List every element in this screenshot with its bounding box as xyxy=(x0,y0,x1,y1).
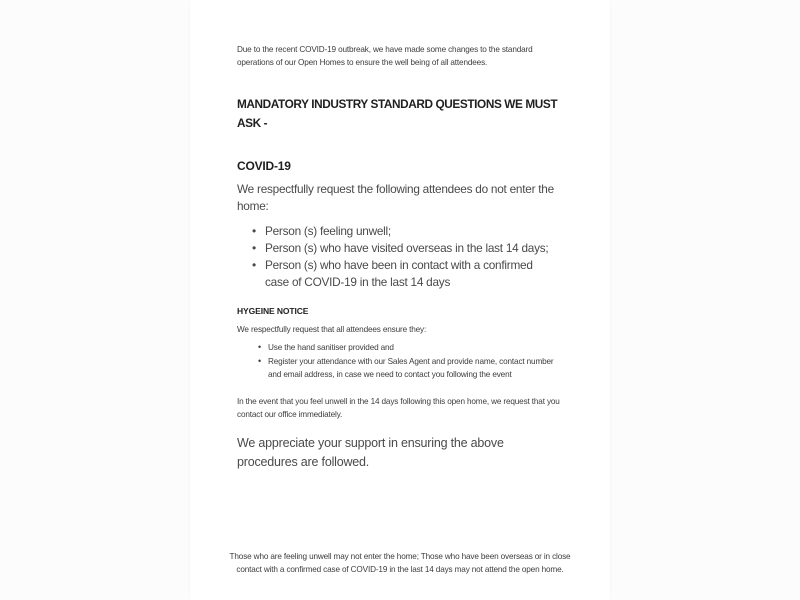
footer-notice: Those who are feeling unwell may not enter the home; Those who have been overseas or in close contact with a confirmed case of COVID-19 in the last 14 days may not attend the open home. xyxy=(229,552,571,574)
bullet-item-hand-sanitiser: • Use the hand sanitiser provided and xyxy=(268,341,567,355)
closing-statement: We appreciate your support in ensuring the above procedures are followed. xyxy=(237,435,504,469)
hygiene-heading: HYGEINE NOTICE xyxy=(237,306,309,316)
bullet-item-register-attendance: • Register your attendance with our Sales Agent and provide name, contact number and email address, in case we need to contact you following the event xyxy=(268,355,567,382)
unwell-notice: In the event that you feel unwell in the 14 days following this open home, we request that you contact our office immediately. xyxy=(237,396,560,419)
covid-section-heading: COVID-19 xyxy=(237,159,291,173)
bullet-item-unwell: • Person (s) feeling unwell; xyxy=(265,223,567,240)
intro-paragraph: Due to the recent COVID-19 outbreak, we have made some changes to the standard operations of our Open Homes to ensure the well being of all attendees. xyxy=(237,45,533,67)
bullet-item-contact-confirmed-case: • Person (s) who have been in contact with a confirmed case of COVID-19 in the last 14 days xyxy=(265,257,551,291)
document-page xyxy=(190,0,610,600)
bullet-item-overseas: • Person (s) who have visited overseas in the last 14 days; xyxy=(265,240,567,257)
covid-request-text: We respectfully request the following attendees do not enter the home: xyxy=(237,182,554,213)
hygiene-bullet-list xyxy=(237,341,567,382)
main-heading: MANDATORY INDUSTRY STANDARD QUESTIONS WE MUST ASK - xyxy=(237,97,558,130)
hygiene-request-text: We respectfully request that all attendees ensure they: xyxy=(237,325,427,334)
covid-bullet-list xyxy=(237,223,567,291)
